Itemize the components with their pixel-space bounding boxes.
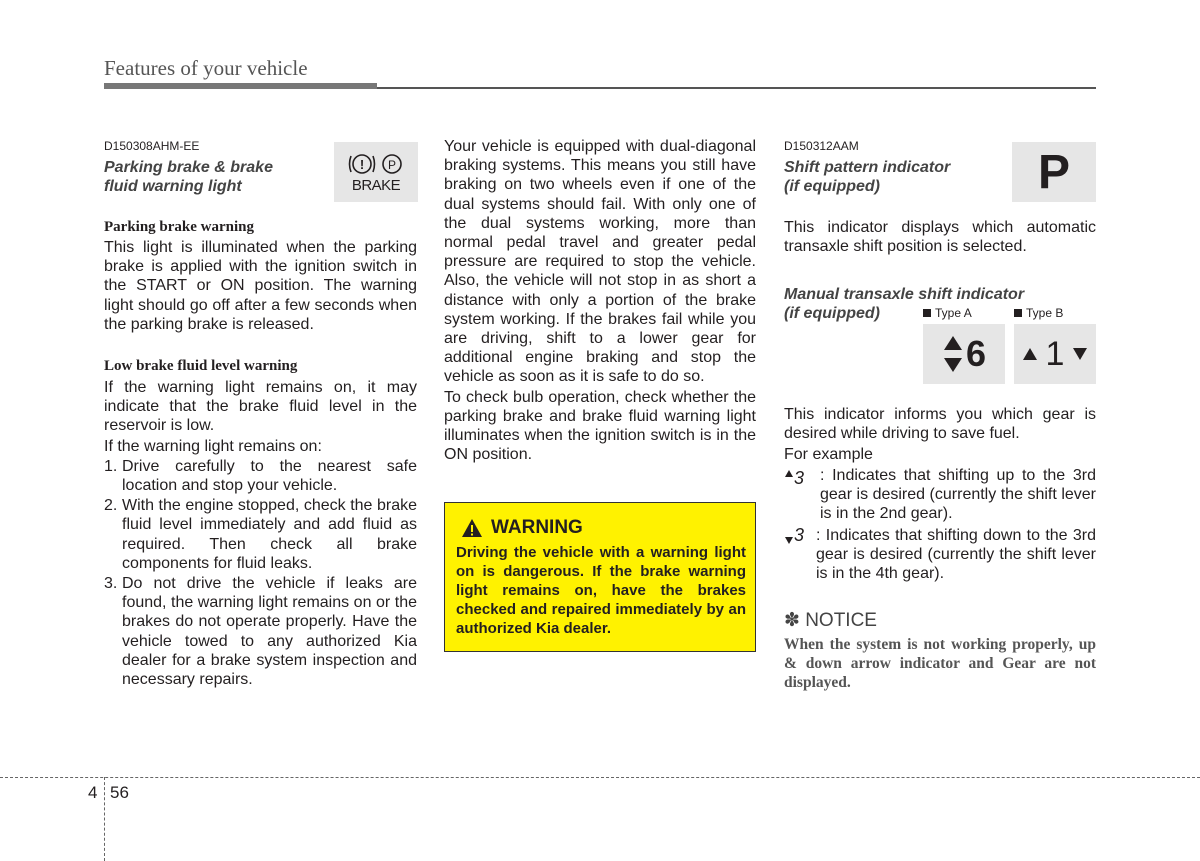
- footer-rule: [0, 777, 1200, 778]
- bullet-square-icon: [923, 309, 931, 317]
- page-number: 56: [110, 783, 129, 802]
- gear-number: 6: [965, 333, 987, 374]
- section-code-2: D150312AAM: [784, 139, 859, 153]
- section-subheading: Parking brake & brake fluid warning light: [104, 159, 273, 195]
- shift-pattern-heading: Shift pattern indicator (if equipped): [784, 159, 951, 195]
- svg-text:!: !: [359, 156, 365, 172]
- list-item: 2. With the engine stopped, check the brake fluid level immediately and add fluid as required. Then check all brake components for fluid leaks.: [104, 497, 417, 572]
- brake-icon-label: BRAKE: [351, 176, 401, 194]
- parking-brake-heading: Parking brake warning: [104, 219, 255, 235]
- warning-box: [444, 502, 756, 652]
- example-up: 3 : Indicates that shifting up to the 3rd gear is desired (currently the shift lever is in the 2nd gear).: [784, 466, 1096, 524]
- down-arrow-icon: [1072, 347, 1088, 361]
- header-rule-thick: [104, 83, 377, 89]
- list-item: 1. Drive carefully to the nearest safe location and stop your vehicle.: [104, 457, 417, 495]
- brake-symbols-icon: [347, 151, 405, 177]
- svg-text:P: P: [387, 157, 397, 172]
- shift-pattern-text: This indicator displays which automatic transaxle shift position is selected.: [784, 219, 1096, 256]
- notice-text: When the system is not working properly, up & down arrow indicator and Gear are not displayed.: [784, 636, 1096, 691]
- section-code: D150308AHM-EE: [104, 139, 200, 153]
- dual-brake-text: Your vehicle is equipped with dual-diagonal braking systems. This means you still have braking on two wheels even if one of the dual systems should fail. With only one of the dual systems working, more than normal pedal travel and greater pedal pressure are required to stop the vehicle. Also, the vehicle will not stop in as short a distance with only a portion of the brake system working. If the brakes fail while you are driving, shift to a lower gear for additional engine braking and stop the vehicle as soon as it is safe to do so. To check bulb operation, check whether the parking brake and brake fluid warning light illuminates when the ignition switch is in the ON position.: [444, 138, 756, 464]
- page-header-title: Features of your vehicle: [104, 56, 308, 80]
- footer-divider: [104, 777, 105, 861]
- warning-triangle-icon: [461, 518, 483, 538]
- warning-text: Driving the vehicle with a warning light on is dangerous. If the brake warning light remains on, have the brakes checked and repaired immediately by an authorized Kia dealer.: [456, 544, 746, 637]
- up-shift-symbol-icon: 3: [784, 466, 820, 524]
- gear-indicator-type-b: [1014, 324, 1096, 384]
- up-down-arrow-icon: [942, 334, 964, 374]
- section-number: 4: [88, 783, 98, 802]
- notice-title: ✽ NOTICE: [784, 610, 877, 631]
- gear-indicator-text: This indicator informs you which gear is desired while driving to save fuel. For example: [784, 406, 1096, 464]
- gear-indicator-type-a: [923, 324, 1005, 384]
- brake-warning-icon: [334, 142, 418, 202]
- gear-number: 1: [1045, 334, 1065, 373]
- parking-brake-text: This light is illuminated when the parking brake is applied with the ignition switch in the START or ON position. The warning light should go off after a few seconds when the parking brake is released.: [104, 239, 417, 333]
- list-item: 3. Do not drive the vehicle if leaks are found, the warning light remains on or the brakes do not operate properly. Have the vehicle towed to any authorized Kia dealer for a brake system inspection and necessary repairs.: [104, 575, 417, 689]
- type-a-label: Type A: [923, 306, 972, 320]
- type-b-label: Type B: [1014, 306, 1063, 320]
- warning-title: WARNING: [461, 517, 583, 539]
- up-arrow-icon: [1022, 347, 1038, 361]
- low-fluid-heading: Low brake fluid level warning: [104, 358, 298, 374]
- header-rule-thin: [377, 87, 1096, 89]
- park-indicator-icon: P: [1012, 142, 1096, 202]
- example-down: 3 : Indicates that shifting down to the 3rd gear is desired (currently the shift lever is in the 4th gear).: [784, 526, 1096, 584]
- steps-list: [104, 457, 417, 689]
- bullet-square-icon: [1014, 309, 1022, 317]
- manual-shift-heading: Manual transaxle shift indicator (if equipped): [784, 286, 1025, 322]
- low-fluid-text: If the warning light remains on, it may indicate that the brake fluid level in the reservoir is low. If the warning light remains on: 1. Drive carefully to the nearest safe location and stop your vehicle. 2. With the engine stopped, check the brake fluid level immediately and add fluid as required. Then check all brake components for fluid leaks. 3. Do not drive the vehicle if leaks are found, the warning light remains on or the brakes do not operate properly. Have the vehicle towed to any authorized Kia dealer for a brake system inspection and necessary repairs.: [104, 379, 417, 689]
- down-shift-symbol-icon: 3: [784, 526, 816, 584]
